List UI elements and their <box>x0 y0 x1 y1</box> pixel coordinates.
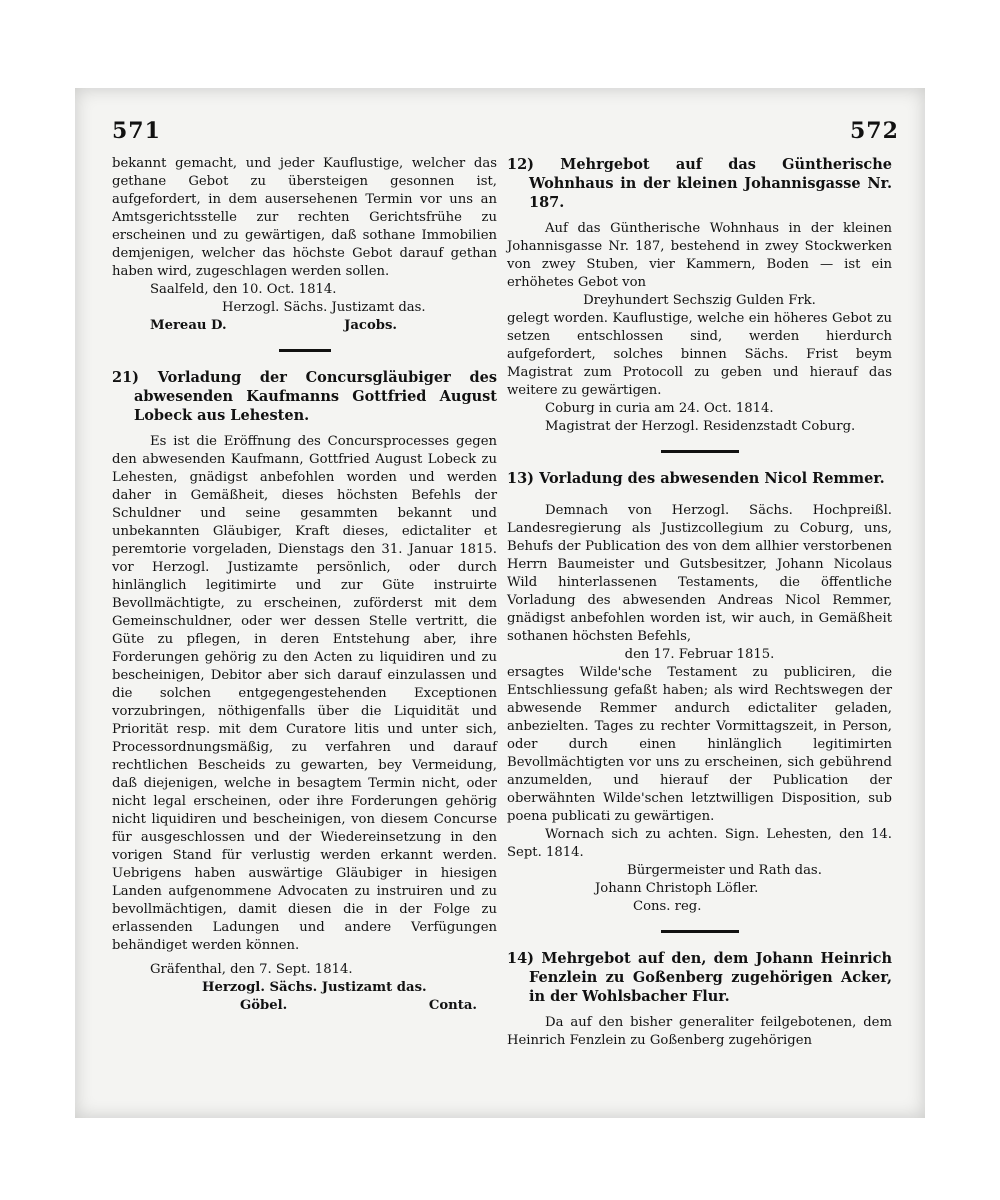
section-divider <box>661 930 739 933</box>
notice-21-date: Gräfenthal, den 7. Sept. 1814. <box>150 962 353 977</box>
notice-21-signatures <box>112 997 497 1015</box>
page-number-left: 571 <box>112 118 161 144</box>
notice-14-heading: 14) Mehrgebot auf den, dem Johann Heinrich Fenzlein zu Goßenberg zugehörigen Acker, in der Wohlsbacher Flur. <box>507 950 892 1005</box>
notice-14-body: Da auf den bisher generaliter feilgebotenen, dem Heinrich Fenzlein zu Goßenberg zugehörigen <box>507 1015 892 1048</box>
notice-13-body: Demnach von Herzogl. Sächs. Hochpreißl. Landesregierung als Justizcollegium zu Coburg, uns, Behufs der Publication des von dem allhier verstorbenen Herrn Baumeister und Gutsbesitzer, Johann Nicolaus Wild hinterlassenen Testaments, die öffentliche Vorladung des abwesenden Andreas Nicol Remmer, gnädigst anbefohlen worden ist, wir auch, in Gemäßheit sothanen höchsten Befehls, <box>507 503 892 644</box>
continued-date: Saalfeld, den 10. Oct. 1814. <box>150 282 337 297</box>
notice-13-closing: Wornach sich zu achten. Sign. Lehesten, den 14. Sept. 1814. <box>507 827 892 860</box>
notice-21-body: Es ist die Eröffnung des Concursprocesses gegen den abwesenden Kaufmann, Gottfried August Lobeck zu Lehesten, gnädigst anbefohlen worden und werden daher in Gemäßheit, dieses höchsten Befehls der Schuldner und seine gesammten bekannt und unbekannten Gläubiger, Kraft dieses, edictaliter et peremtorie vorgeladen, Dienstags den 31. Januar 1815. vor Herzogl. Justizamte persönlich, oder durch hinlänglich legitimirte und zur Güte instruirte Bevollmächtigte, zu erscheinen, zuförderst mit dem Gemeinschuldner, oder wer dessen Stelle vertritt, die Güte zu pflegen, in deren Entstehung aber, ihre Forderungen gehörig zu den Acten zu liquidiren und zu bescheinigen, Debitor aber sich darauf einzulassen und die solchen entgegengestehenden Exceptionen vorzubringen, nöthigenfalls über die Liquidität und Priorität resp. mit dem Curatore litis und unter sich, Processordnungsmäßig, zu verfahren und darauf rechtlichen Bescheids zu gewarten, bey Vermeidung, daß diejenigen, welche in besagtem Termin nicht, oder nicht legal erscheinen, oder ihre Forderungen gehörig nicht liquidiren und bescheinigen, von diesem Concurse für ausgeschlossen und der Wiedereinsetzung in den vorigen Stand für verlustig werden erkannt werden. Uebrigens haben auswärtige Gläubiger in hiesigen Landen aufgenommene Advocaten zu instruiren und zu bevollmächtigen, damit diesen die in der Folge zu erlassenden Ladungen und andere Verfügungen behändiget werden können. <box>112 434 497 953</box>
continued-authority: Herzogl. Sächs. Justizamt das. <box>222 300 426 315</box>
notice-12-date: Coburg in curia am 24. Oct. 1814. <box>545 401 774 416</box>
section-divider <box>661 450 739 453</box>
notice-21-authority: Herzogl. Sächs. Justizamt das. <box>202 980 427 995</box>
notice-13-authority-3: Cons. reg. <box>633 899 702 914</box>
notice-13-heading: 13) Vorladung des abwesenden Nicol Remmer. <box>507 470 885 487</box>
signature-jacobs: Jacobs. <box>344 318 397 333</box>
continued-paragraph: bekannt gemacht, und jeder Kauflustige, welcher das gethane Gebot zu übersteigen gesonnen ist, aufgefordert, in dem ausersehenen Termin vor uns an Amtsgerichtsstelle zur rechten Gerichtsfrühe zu erscheinen und zu gewärtigen, daß sothane Immobilien demjenigen, welcher das höchste Gebot darauf gethan haben wird, zugeschlagen werden sollen. <box>112 156 497 279</box>
section-divider <box>279 349 331 352</box>
page-number-right: 572 <box>850 118 899 144</box>
notice-13-authority-1: Bürgermeister und Rath das. <box>627 863 822 878</box>
left-column <box>112 155 497 1015</box>
notice-12-amount: Dreyhundert Sechszig Gulden Frk. <box>583 293 816 308</box>
notice-12-body-continued: gelegt worden. Kauflustige, welche ein höheres Gebot zu setzen entschlossen sind, werden hierdurch aufgefordert, solches binnen Sächs. Frist beym Magistrat zum Protocoll zu geben und hierauf das weitere zu gewärtigen. <box>507 311 892 398</box>
notice-12-authority: Magistrat der Herzogl. Residenzstadt Coburg. <box>545 419 856 434</box>
notice-13-authority-2: Johann Christoph Löfler. <box>595 881 759 896</box>
signature-goebel: Göbel. <box>240 998 288 1013</box>
right-column <box>507 155 892 1050</box>
notice-13-date-inline: den 17. Februar 1815. <box>624 647 775 662</box>
continued-signatures <box>112 317 497 335</box>
signature-mereau: Mereau D. <box>150 318 227 333</box>
notice-21-heading: 21) Vorladung der Concursgläubiger des abwesenden Kaufmanns Gottfried August Lobeck aus Lehesten. <box>112 369 497 424</box>
notice-12-heading: 12) Mehrgebot auf das Güntherische Wohnhaus in der kleinen Johannisgasse Nr. 187. <box>507 156 892 211</box>
signature-conta: Conta. <box>428 998 477 1013</box>
notice-12-body: Auf das Güntherische Wohnhaus in der kleinen Johannisgasse Nr. 187, bestehend in zwey Stockwerken von zwey Stuben, vier Kammern, Boden — ist ein erhöhetes Gebot von <box>507 221 892 290</box>
notice-13-body-continued: ersagtes Wilde'sche Testament zu publiciren, die Entschliessung gefaßt haben; als wird Rechtswegen der abwesende Remmer andurch edictaliter geladen, anbezielten. Tages zu rechter Vormittagszeit, in Person, oder durch einen hinlänglich legitimirten Bevollmächtigten vor uns zu erscheinen, sich gebührend anzumelden, und hierauf der Publication der oberwähnten Wilde'schen letztwilligen Disposition, sub poena publicati zu gewärtigen. <box>507 665 892 824</box>
